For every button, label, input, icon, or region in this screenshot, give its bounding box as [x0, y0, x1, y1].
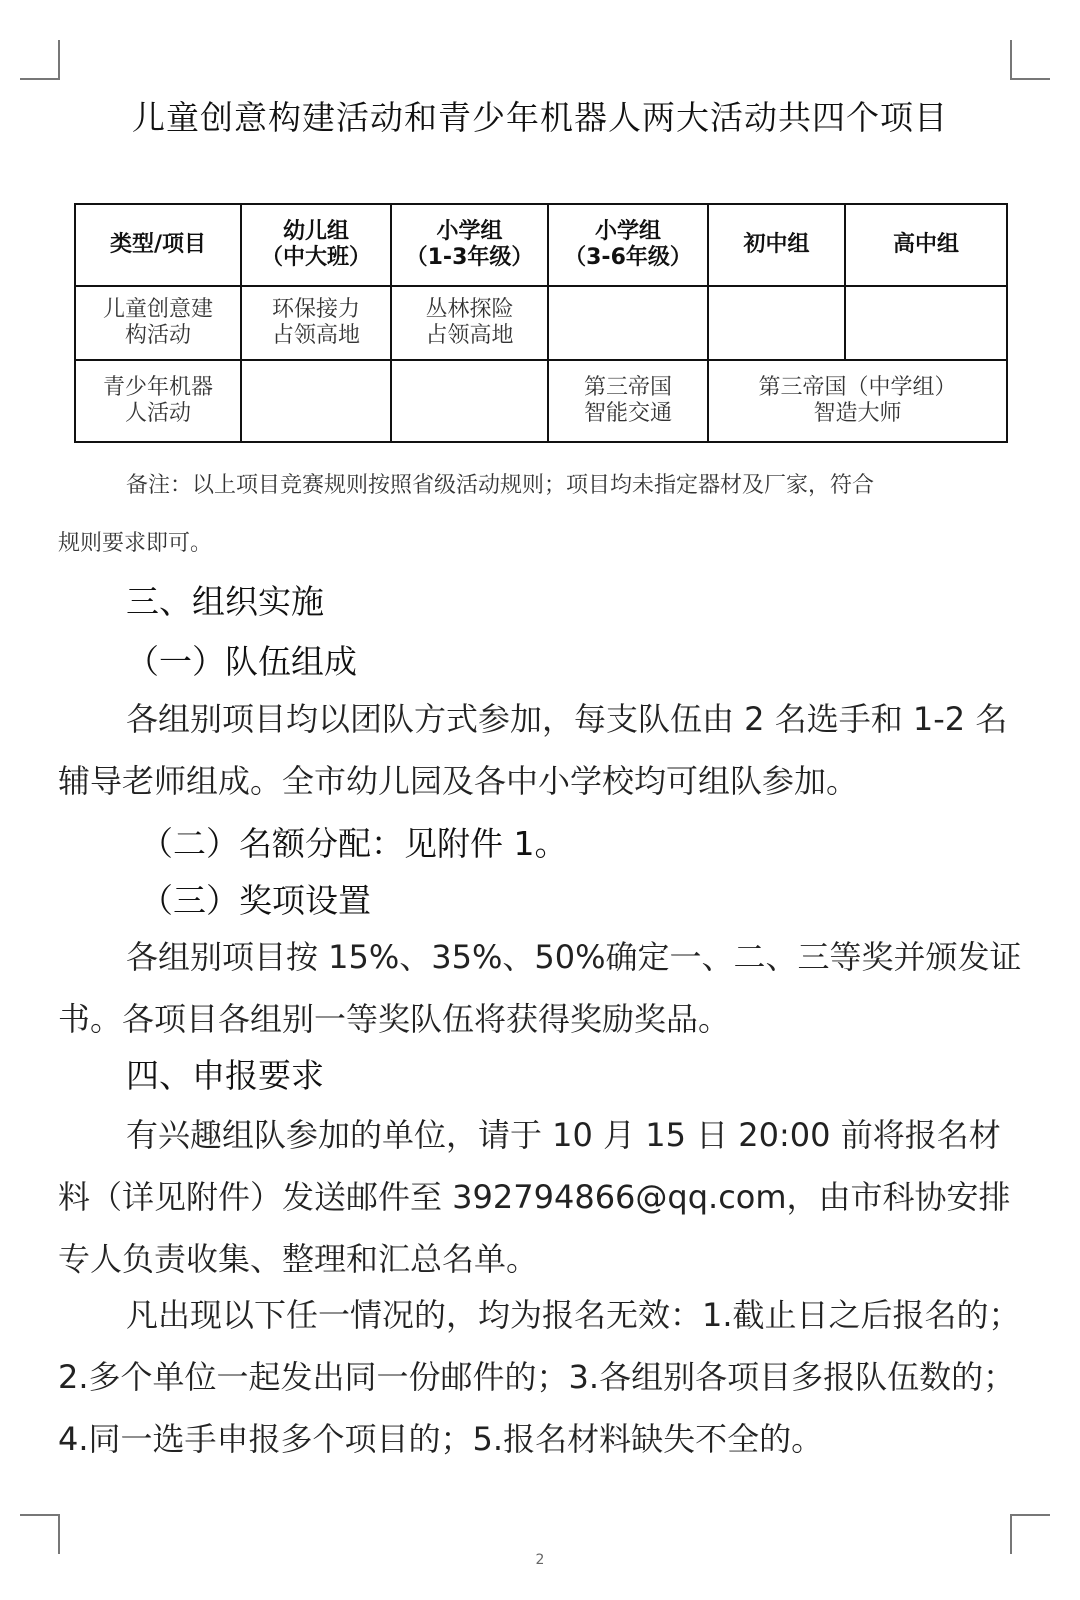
- subsection-heading-3-3: （三）奖项设置: [140, 881, 371, 920]
- paragraph-application-instructions: 有兴趣组队参加的单位，请于 10 月 15 日 20:00 前将报名材料（详见附件）发送邮件至 392794866@qq.com，由市科协安排专人负责收集、整理和汇总名单。: [58, 1116, 1011, 1278]
- table-header-row: [75, 204, 1007, 286]
- table-header-cell: 类型/项目: [75, 204, 241, 286]
- table-row: [75, 360, 1007, 442]
- table-cell: 第三帝国（中学组） 智造大师: [708, 360, 1007, 442]
- section-heading-4: 四、申报要求: [126, 1056, 324, 1095]
- table-cell-empty: [241, 360, 391, 442]
- corner-mark-top-right: [1010, 40, 1050, 80]
- page-number: 2: [535, 1552, 545, 1568]
- table-cell-empty: [708, 286, 845, 360]
- table-row-label: 儿童创意建 构活动: [75, 286, 241, 360]
- paragraph-invalid-conditions: 凡出现以下任一情况的，均为报名无效：1.截止日之后报名的；2.多个单位一起发出同一份邮件的；3.各组别各项目多报队伍数的；4.同一选手申报多个项目的；5.报名材料缺失不全的。: [58, 1296, 1021, 1458]
- paragraph-team-composition: 各组别项目均以团队方式参加，每支队伍由 2 名选手和 1-2 名辅导老师组成。全市幼儿园及各中小学校均可组队参加。: [58, 700, 1008, 800]
- subsection-heading-3-1: （一）队伍组成: [126, 642, 357, 681]
- table-cell-empty: [845, 286, 1007, 360]
- project-table: [74, 203, 1008, 443]
- subsection-heading-3-2: （二）名额分配：见附件 1。: [140, 824, 568, 863]
- table-header-cell: 幼儿组 （中大班）: [241, 204, 391, 286]
- corner-mark-bottom-right: [1010, 1514, 1050, 1554]
- document-title: 儿童创意构建活动和青少年机器人两大活动共四个项目: [132, 98, 948, 137]
- table-header-cell: 小学组 （3-6年级）: [548, 204, 708, 286]
- corner-mark-top-left: [20, 40, 60, 80]
- table-note-line1: 备注：以上项目竞赛规则按照省级活动规则；项目均未指定器材及厂家，符合: [126, 473, 875, 498]
- table-cell: 丛林探险 占领高地: [391, 286, 548, 360]
- table-row-label: 青少年机器 人活动: [75, 360, 241, 442]
- table-header-cell: 高中组: [845, 204, 1007, 286]
- table-cell-empty: [548, 286, 708, 360]
- table-note-line2: 规则要求即可。: [58, 531, 213, 556]
- corner-mark-bottom-left: [20, 1514, 60, 1554]
- table-header-cell: 小学组 （1-3年级）: [391, 204, 548, 286]
- table-cell-empty: [391, 360, 548, 442]
- table-cell: 环保接力 占领高地: [241, 286, 391, 360]
- table-header-cell: 初中组: [708, 204, 845, 286]
- paragraph-awards: 各组别项目按 15%、35%、50%确定一、二、三等奖并颁发证书。各项目各组别一等奖队伍将获得奖励奖品。: [58, 938, 1022, 1038]
- table-cell: 第三帝国 智能交通: [548, 360, 708, 442]
- table-row: [75, 286, 1007, 360]
- section-heading-3: 三、组织实施: [126, 582, 324, 621]
